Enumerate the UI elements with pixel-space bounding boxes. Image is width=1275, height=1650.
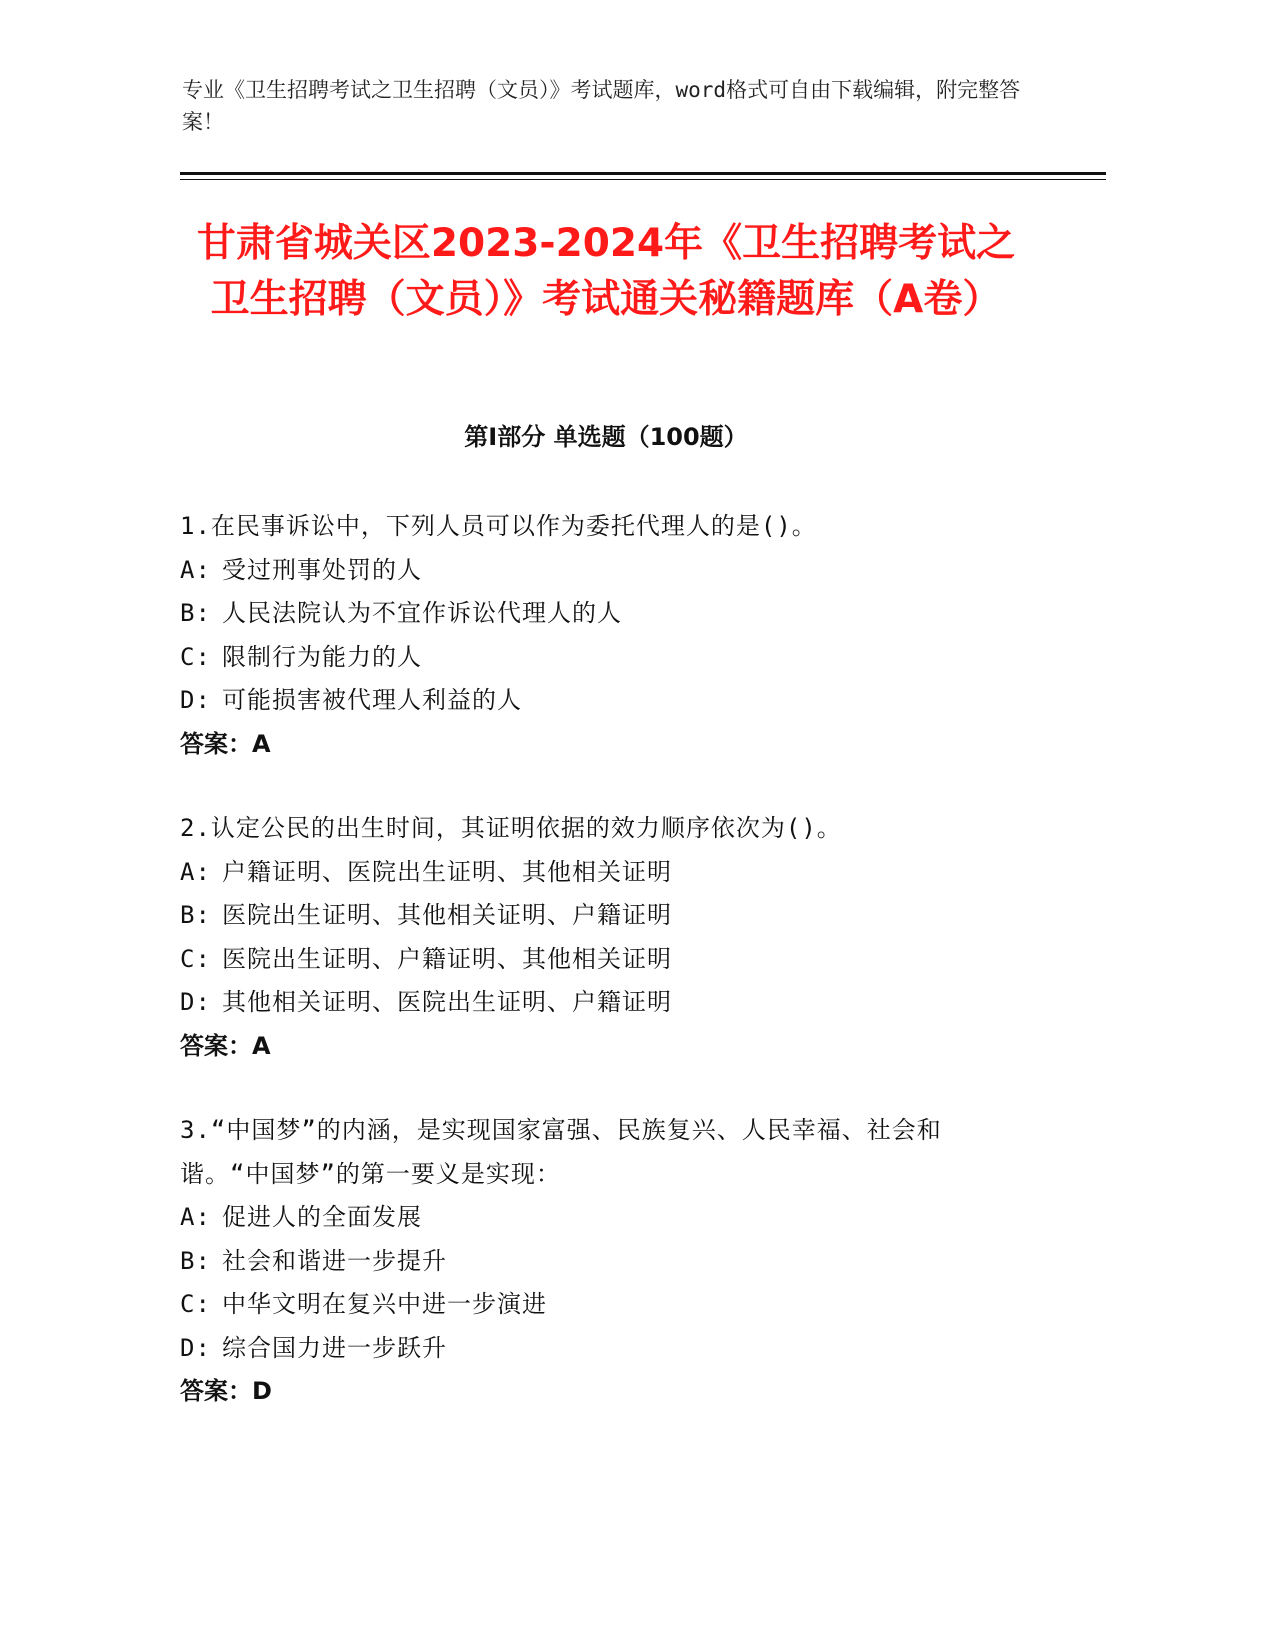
option-text: 社会和谐进一步提升: [222, 1246, 447, 1275]
option-key: C:: [180, 944, 211, 973]
option-text: 可能损害被代理人利益的人: [222, 686, 522, 714]
option-text: 人民法院认为不宜作诉讼代理人的人: [222, 599, 622, 627]
question-list: [180, 505, 1030, 1455]
option-key: A:: [180, 1203, 211, 1231]
option-a: [180, 1196, 1030, 1240]
option-text: 中华文明在复兴中进一步演进: [222, 1290, 547, 1318]
option-text: 受过刑事处罚的人: [222, 555, 422, 584]
header-rule-thick: [180, 172, 1106, 175]
option-key: B:: [180, 1246, 211, 1275]
option-b: [180, 1240, 1030, 1284]
option-text: 医院出生证明、其他相关证明、户籍证明: [222, 901, 672, 929]
option-text: 医院出生证明、户籍证明、其他相关证明: [222, 944, 672, 973]
option-key: C:: [180, 1290, 211, 1318]
option-key: D:: [180, 988, 211, 1016]
question-stem: 2.认定公民的出生时间，其证明依据的效力顺序依次为()。: [180, 814, 842, 842]
option-b: [180, 894, 1030, 938]
option-key: A:: [180, 857, 211, 886]
option-text: 综合国力进一步跃升: [222, 1333, 447, 1362]
option-c: [180, 1283, 1030, 1327]
question-3: [180, 1109, 1030, 1414]
option-c: [180, 938, 1030, 982]
option-d: [180, 1327, 1030, 1371]
option-key: B:: [180, 599, 211, 627]
question-stem: 3.“中国梦”的内涵，是实现国家富强、民族复兴、人民幸福、社会和谐。“中国梦”的第一要义是实现：: [180, 1116, 942, 1188]
option-b: [180, 592, 1030, 636]
option-key: D:: [180, 1333, 211, 1362]
option-key: B:: [180, 901, 211, 929]
answer-line: 答案：D: [180, 1377, 272, 1405]
option-key: D:: [180, 686, 211, 714]
option-text: 限制行为能力的人: [222, 642, 422, 671]
option-c: [180, 636, 1030, 680]
header-note: 专业《卫生招聘考试之卫生招聘（文员）》考试题库，word格式可自由下载编辑，附完整答案！: [182, 78, 1021, 134]
question-2: [180, 807, 1030, 1068]
section-heading: 第I部分 单选题（100题）: [464, 423, 748, 451]
option-key: C:: [180, 642, 211, 671]
question-stem: 1.在民事诉讼中，下列人员可以作为委托代理人的是()。: [180, 512, 817, 540]
question-1: [180, 505, 1030, 766]
option-text: 其他相关证明、医院出生证明、户籍证明: [222, 988, 672, 1016]
answer-line: 答案：A: [180, 1031, 271, 1060]
option-d: [180, 679, 1030, 723]
option-text: 促进人的全面发展: [222, 1203, 422, 1231]
option-key: A:: [180, 555, 211, 584]
option-a: [180, 851, 1030, 895]
option-d: [180, 981, 1030, 1025]
option-text: 户籍证明、医院出生证明、其他相关证明: [222, 857, 672, 886]
option-a: [180, 549, 1030, 593]
document-title: 甘肃省城关区2023-2024年《卫生招聘考试之卫生招聘（文员）》考试通关秘籍题库（A卷）: [196, 221, 1016, 322]
answer-line: 答案：A: [180, 729, 271, 758]
header-rule-thin: [180, 179, 1106, 180]
